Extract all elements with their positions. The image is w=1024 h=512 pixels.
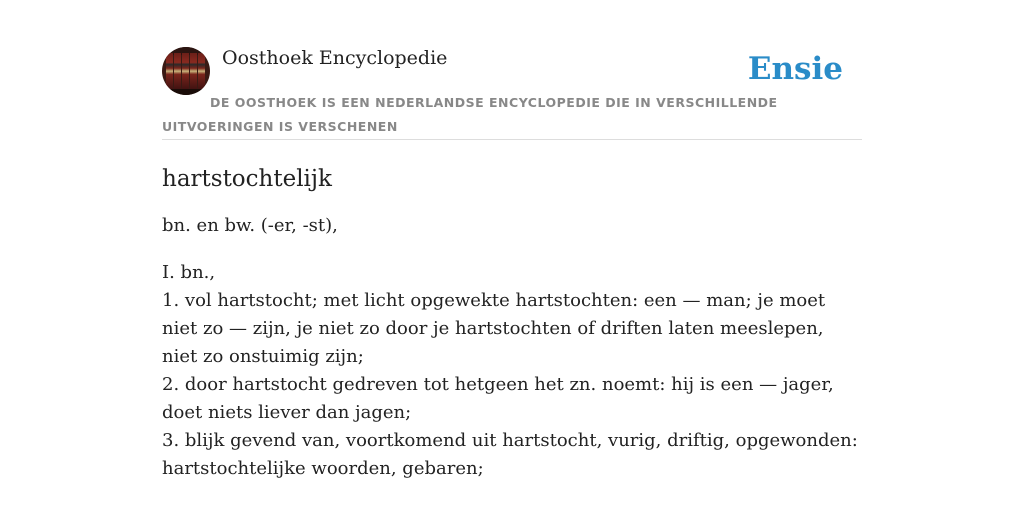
- book-spines-icon[interactable]: [162, 47, 210, 95]
- site-name-link[interactable]: Oosthoek Encyclopedie: [222, 47, 448, 69]
- entry-title: hartstochtelijk: [162, 166, 332, 192]
- site-tagline: DE OOSTHOEK IS EEN NEDERLANDSE ENCYCLOPEDIE DIE IN VERSCHILLENDE UITVOERINGEN IS VERSCHENEN: [162, 95, 778, 134]
- avatar-spine: [166, 53, 173, 91]
- avatar-spine: [198, 53, 205, 91]
- avatar-spine: [174, 53, 181, 91]
- entry-body: [162, 212, 862, 483]
- entry-sense-2: 2. door hartstocht gedreven tot hetgeen het zn. noemt: hij is een — jager, doet niets liever dan jagen;: [162, 374, 834, 423]
- avatar-spine: [190, 53, 197, 91]
- entry-grammar: bn. en bw. (-er, -st),: [162, 215, 338, 236]
- site-header: [162, 46, 862, 140]
- avatar-spine: [182, 53, 189, 91]
- brand-logo-link[interactable]: Ensie: [747, 51, 843, 87]
- page-container: [162, 46, 862, 502]
- entry-sense-3: 3. blijk gevend van, voortkomend uit hartstocht, vurig, driftig, opgewonden: hartstochtelijke woorden, gebaren;: [162, 430, 858, 479]
- entry-part-label: I. bn.,: [162, 262, 216, 283]
- entry-sense-1: 1. vol hartstocht; met licht opgewekte hartstochten: een — man; je moet niet zo — zijn, je niet zo door je hartstochten of driften laten meeslepen, niet zo onstuimig zijn;: [162, 290, 826, 367]
- entry-definitions: [162, 259, 862, 483]
